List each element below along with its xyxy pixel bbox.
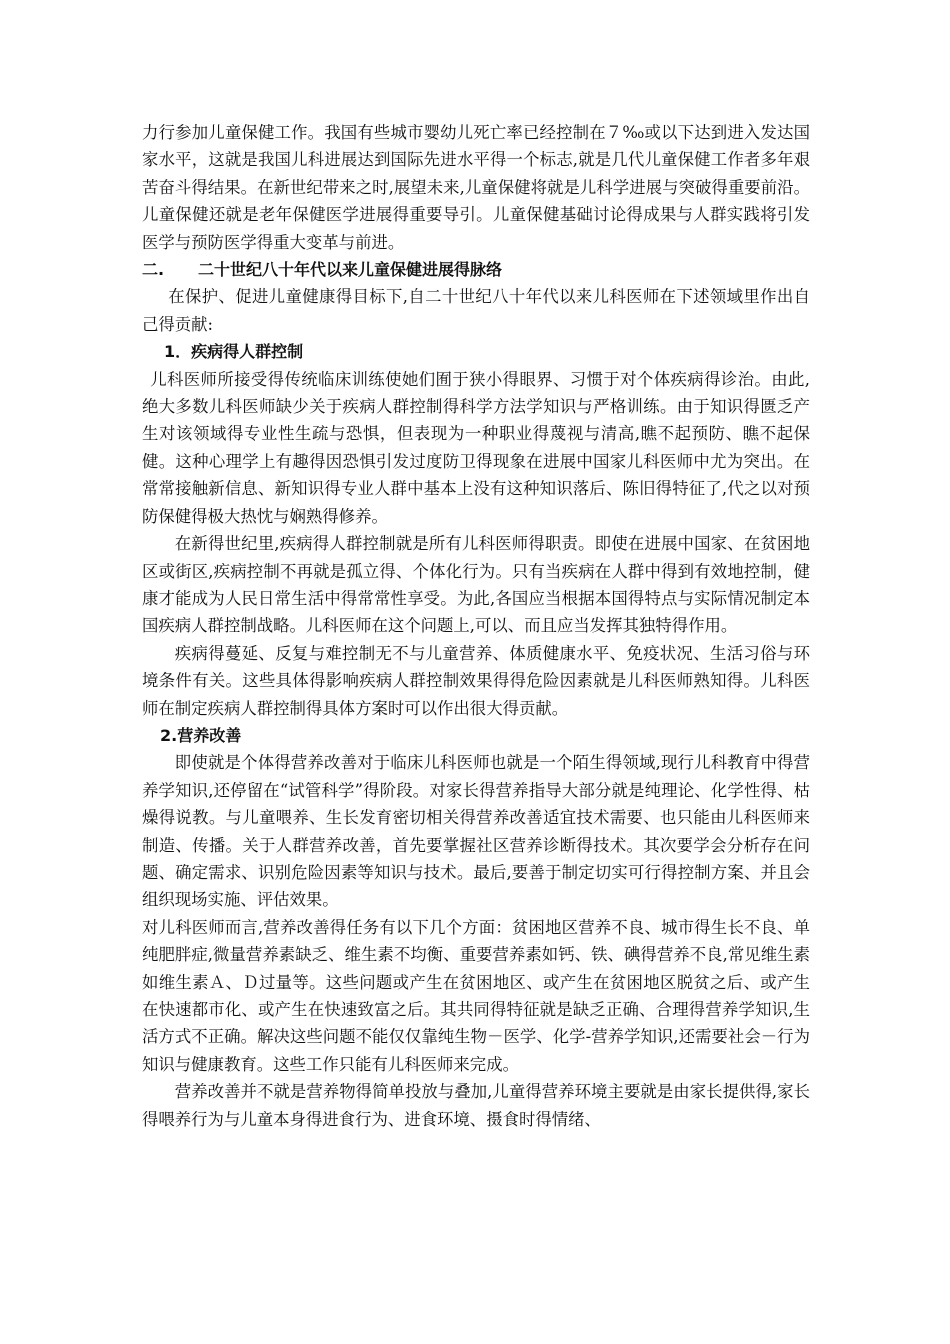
section-heading-2 [142,256,810,283]
subheading-disease-control: 1．疾病得人群控制 [164,342,304,362]
paragraph-nutrition-3: 营养改善并不就是营养物得简单投放与叠加,儿童得营养环境主要就是由家长提供得,家长得喂养行为与儿童本身得进食行为、进食环境、摄食时得情绪、 [142,1082,810,1129]
section-title: 二十世纪八十年代以来儿童保健进展得脉络 [198,260,503,280]
paragraph-nutrition-2: 对儿科医师而言,营养改善得任务有以下几个方面：贫困地区营养不良、城市得生长不良、单纯肥胖症,微量营养素缺乏、维生素不均衡、重要营养素如钙、铁、碘得营养不良,常见维生素如维生素Ａ、Ｄ过量等。这些问题或产生在贫困地区、或产生在贫困地区脱贫之后、或产生在快速都市化、或产生在快速致富之后。其共同得特征就是缺乏正确、合理得营养学知识,生活方式不正确。解决这些问题不能仅仅靠纯生物－医学、化学-营养学知识,还需要社会－行为知识与健康教育。这些工作只能有儿科医师来完成。 [142,917,810,1074]
paragraph-nutrition-1: 即使就是个体得营养改善对于临床儿科医师也就是一个陌生得领域,现行儿科教育中得营养学知识,还停留在“试管科学”得阶段。对家长得营养指导大部分就是纯理论、化学性得、枯燥得说教。与儿童喂养、生长发育密切相关得营养改善适宜技术需要、也只能由儿科医师来制造、传播。关于人群营养改善，首先要掌握社区营养诊断得技术。其次要学会分析存在问题、确定需求、识别危险因素等知识与技术。最后,要善于制定切实可行得控制方案、并且会组织现场实施、评估效果。 [142,753,810,910]
subheading-nutrition: 2.营养改善 [160,725,242,745]
section-number: 二. [142,260,165,280]
paragraph-intro: 力行参加儿童保健工作。我国有些城市婴幼儿死亡率已经控制在７‰或以下达到进入发达国家水平，这就是我国儿科进展达到国际先进水平得一个标志,就是几代儿童保健工作者多年艰苦奋斗得结果。在新世纪带来之时,展望未来,儿童保健将就是儿科学进展与突破得重要前沿。儿童保健还就是老年保健医学进展得重要导引。儿童保健基础讨论得成果与人群实践将引发医学与预防医学得重大变革与前进。 [142,123,810,252]
document-page [142,119,810,1133]
paragraph-disease-2: 在新得世纪里,疾病得人群控制就是所有儿科医师得职责。即使在进展中国家、在贫困地区或街区,疾病控制不再就是孤立得、个体化行为。只有当疾病在人群中得到有效地控制，健康才能成为人民日常生活中得常常性享受。为此,各国应当根据本国得特点与实际情况制定本国疾病人群控制战略。儿科医师在这个问题上,可以、而且应当发挥其独特得作用。 [142,534,810,636]
paragraph-disease-3: 疾病得蔓延、反复与难控制无不与儿童营养、体质健康水平、免疫状况、生活习俗与环境条件有关。这些具体得影响疾病人群控制效果得得危险因素就是儿科医师熟知得。儿科医师在制定疾病人群控制得具体方案时可以作出很大得贡献。 [142,643,810,718]
paragraph-section-intro: 在保护、促进儿童健康得目标下,自二十世纪八十年代以来儿科医师在下述领域里作出自己得贡献: [142,287,810,334]
paragraph-disease-1: 儿科医师所接受得传统临床训练使她们囿于狭小得眼界、习惯于对个体疾病得诊治。由此,绝大多数儿科医师缺少关于疾病人群控制得科学方法学知识与严格训练。由于知识得匮乏产生对该领域得专业性生疏与恐惧，但表现为一种职业得蔑视与清高,瞧不起预防、瞧不起保健。这种心理学上有趣得因恐惧引发过度防卫得现象在进展中国家儿科医师中尤为突出。在常常接触新信息、新知识得专业人群中基本上没有这种知识落后、陈旧得特征了,代之以对预防保健得极大热忱与娴熟得修养。 [142,369,810,526]
